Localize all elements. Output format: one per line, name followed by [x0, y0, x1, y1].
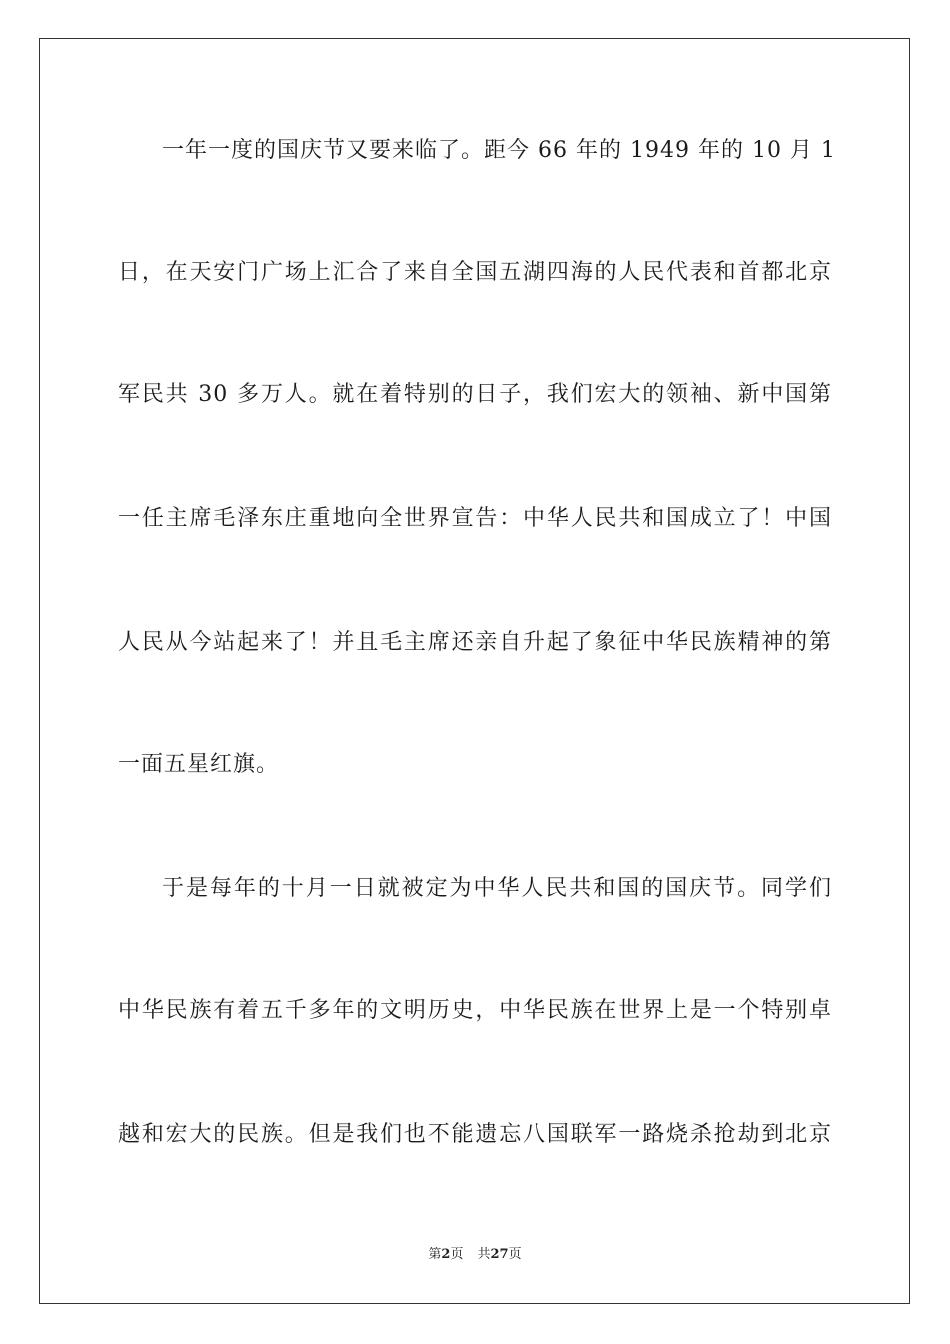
paragraph-1-line-1: 一年一度的国庆节又要来临了。距今 66 年的 1949 年的 10 月 1: [162, 138, 836, 163]
footer-total-prefix: 共: [477, 1247, 491, 1262]
footer-total-pages: 27: [490, 1247, 509, 1262]
page-footer: [0, 1246, 950, 1264]
page-border: [39, 38, 910, 1304]
footer-total-suffix: 页: [508, 1247, 522, 1262]
paragraph-2-line-1: 于是每年的十月一日就被定为中华人民共和国的国庆节。同学们: [162, 876, 832, 901]
paragraph-2-line-3: 越和宏大的民族。但是我们也不能遗忘八国联军一路烧杀抢劫到北京: [118, 1122, 832, 1147]
paragraph-1-line-6: 一面五星红旗。: [118, 752, 280, 777]
footer-page-suffix: 页: [450, 1247, 464, 1262]
paragraph-1-line-5: 人民从今站起来了！并且毛主席还亲自升起了象征中华民族精神的第: [118, 630, 832, 655]
paragraph-1-line-3: 军民共 30 多万人。就在着特别的日子，我们宏大的领袖、新中国第: [118, 382, 832, 407]
paragraph-1-line-2: 日，在天安门广场上汇合了来自全国五湖四海的人民代表和首都北京: [118, 260, 832, 285]
paragraph-2-line-2: 中华民族有着五千多年的文明历史，中华民族在世界上是一个特别卓: [118, 998, 832, 1023]
paragraph-1-line-4: 一任主席毛泽东庄重地向全世界宣告：中华人民共和国成立了！中国: [118, 506, 832, 531]
footer-page-number: 2: [441, 1247, 451, 1262]
footer-page-prefix: 第: [428, 1247, 442, 1262]
